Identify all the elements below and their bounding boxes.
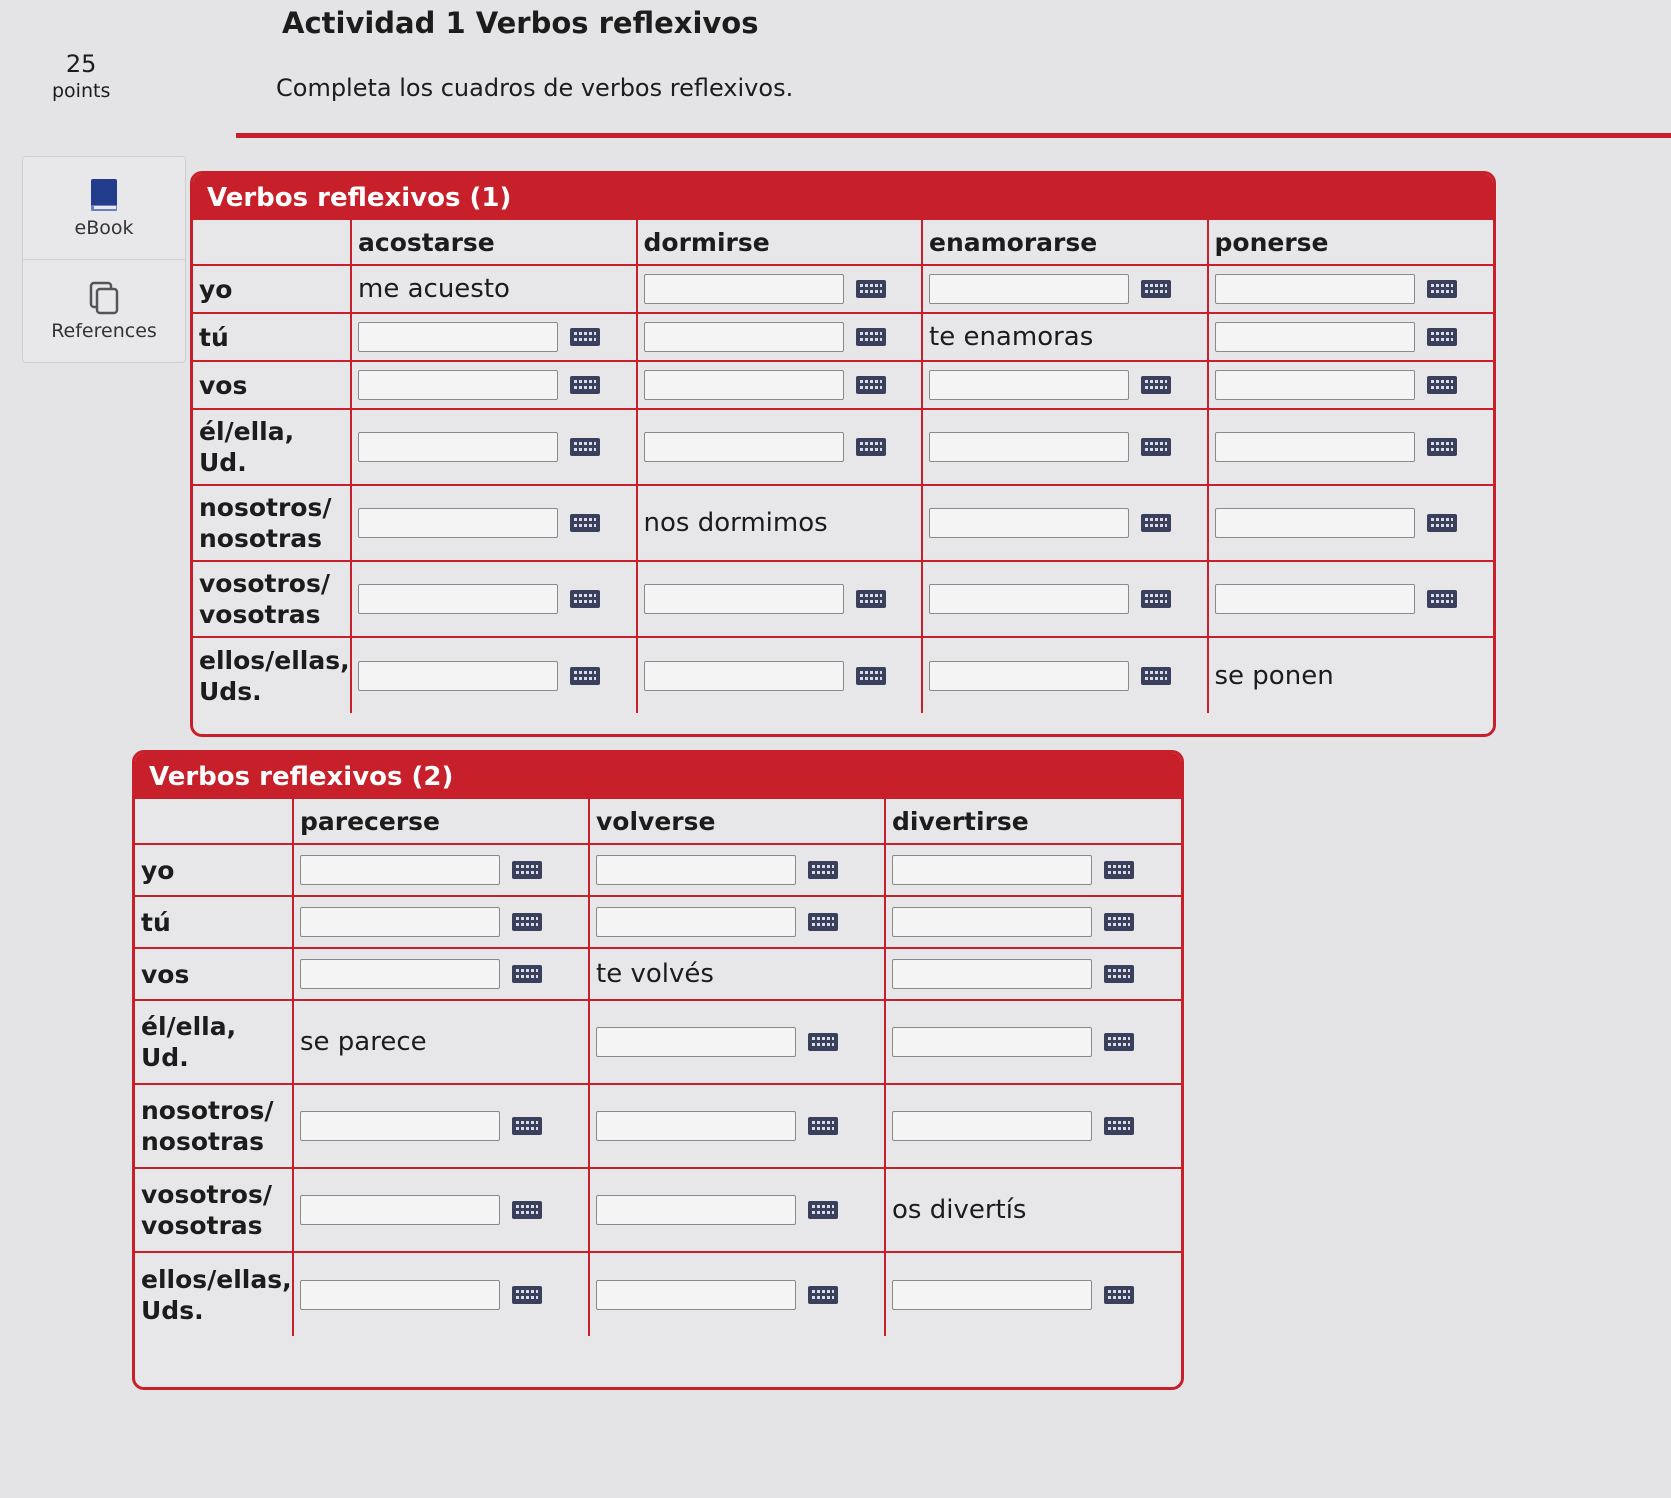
answer-cell — [922, 485, 1208, 561]
answer-wrapper — [929, 661, 1201, 691]
answer-wrapper — [644, 432, 916, 462]
conjugation-input[interactable] — [929, 370, 1129, 400]
conjugation-input[interactable] — [1215, 584, 1415, 614]
verb-header: ponerse — [1208, 220, 1494, 265]
person-row — [193, 265, 1493, 313]
conjugation-input[interactable] — [892, 959, 1092, 989]
person-row — [135, 844, 1181, 896]
conjugation-input[interactable] — [892, 855, 1092, 885]
answer-wrapper — [596, 1280, 878, 1310]
person-row — [135, 1168, 1181, 1252]
keyboard-icon[interactable] — [1104, 1117, 1134, 1135]
given-conjugation: se ponen — [1208, 637, 1494, 713]
answer-cell — [1208, 313, 1494, 361]
answer-cell — [922, 265, 1208, 313]
answer-wrapper — [892, 1111, 1175, 1141]
person-label: vos — [135, 948, 293, 1000]
keyboard-icon[interactable] — [512, 965, 542, 983]
conjugation-input[interactable] — [892, 907, 1092, 937]
points-value: 25 — [65, 50, 97, 78]
answer-cell — [1208, 485, 1494, 561]
answer-wrapper — [358, 584, 630, 614]
answer-cell — [637, 313, 923, 361]
references-label: References — [51, 320, 157, 342]
keyboard-icon[interactable] — [570, 514, 600, 532]
conjugation-input[interactable] — [300, 1111, 500, 1141]
conjugation-input[interactable] — [596, 907, 796, 937]
keyboard-icon[interactable] — [856, 438, 886, 456]
keyboard-icon[interactable] — [1427, 590, 1457, 608]
answer-cell — [1208, 561, 1494, 637]
conjugation-input[interactable] — [1215, 370, 1415, 400]
answer-cell — [1208, 409, 1494, 485]
keyboard-icon[interactable] — [512, 1286, 542, 1304]
person-label: nosotros/ nosotras — [135, 1084, 293, 1168]
keyboard-icon[interactable] — [1104, 965, 1134, 983]
person-row — [135, 1000, 1181, 1084]
answer-wrapper — [300, 907, 582, 937]
conjugation-input[interactable] — [644, 322, 844, 352]
person-row — [135, 948, 1181, 1000]
answer-wrapper — [358, 370, 630, 400]
keyboard-icon[interactable] — [512, 861, 542, 879]
conjugation-input[interactable] — [1215, 322, 1415, 352]
answer-cell — [351, 313, 637, 361]
answer-wrapper — [596, 1195, 878, 1225]
answer-cell — [885, 1084, 1181, 1168]
answer-cell — [637, 361, 923, 409]
person-row — [135, 1252, 1181, 1336]
conjugation-input[interactable] — [929, 274, 1129, 304]
person-row — [135, 1084, 1181, 1168]
activity-title: Actividad 1 Verbos reflexivos — [282, 6, 759, 40]
answer-wrapper — [300, 855, 582, 885]
keyboard-icon[interactable] — [1427, 438, 1457, 456]
answer-cell — [637, 265, 923, 313]
keyboard-icon[interactable] — [808, 1033, 838, 1051]
points-display — [52, 50, 110, 102]
instruction-text: Completa los cuadros de verbos reflexivos. — [276, 74, 794, 102]
keyboard-icon[interactable] — [1427, 280, 1457, 298]
keyboard-icon[interactable] — [808, 1286, 838, 1304]
given-conjugation: nos dormimos — [637, 485, 923, 561]
person-label: ellos/ellas, Uds. — [193, 637, 351, 713]
conjugation-input[interactable] — [1215, 274, 1415, 304]
conjugation-input[interactable] — [596, 1195, 796, 1225]
answer-wrapper — [892, 1027, 1175, 1057]
answer-cell — [922, 561, 1208, 637]
answer-wrapper — [596, 1027, 878, 1057]
person-row — [135, 896, 1181, 948]
answer-cell — [293, 948, 589, 1000]
conjugation-input[interactable] — [358, 508, 558, 538]
verb-header: enamorarse — [922, 220, 1208, 265]
conjugation-input[interactable] — [644, 274, 844, 304]
answer-wrapper — [644, 274, 916, 304]
person-row — [193, 637, 1493, 713]
person-label: yo — [135, 844, 293, 896]
answer-cell — [351, 485, 637, 561]
header-divider — [236, 133, 1671, 138]
answer-cell — [351, 361, 637, 409]
person-label: él/ella, Ud. — [193, 409, 351, 485]
answer-wrapper — [596, 907, 878, 937]
conjugation-input[interactable] — [300, 959, 500, 989]
table-2-header-row — [135, 799, 1181, 844]
person-row — [193, 409, 1493, 485]
answer-wrapper — [644, 584, 916, 614]
person-label: yo — [193, 265, 351, 313]
conjugation-input[interactable] — [644, 584, 844, 614]
conjugation-input[interactable] — [929, 661, 1129, 691]
keyboard-icon[interactable] — [1427, 376, 1457, 394]
conjugation-input[interactable] — [596, 1111, 796, 1141]
answer-cell — [589, 844, 885, 896]
answer-wrapper — [929, 584, 1201, 614]
answer-cell — [922, 637, 1208, 713]
keyboard-icon[interactable] — [856, 280, 886, 298]
conjugation-input[interactable] — [358, 370, 558, 400]
answer-cell — [922, 361, 1208, 409]
person-row — [193, 361, 1493, 409]
verb-header: dormirse — [637, 220, 923, 265]
answer-cell — [589, 1252, 885, 1336]
conjugation-input[interactable] — [358, 584, 558, 614]
conjugation-input[interactable] — [300, 855, 500, 885]
conjugation-input[interactable] — [596, 1027, 796, 1057]
conjugation-input[interactable] — [596, 1280, 796, 1310]
answer-cell — [293, 844, 589, 896]
verb-table-2 — [132, 750, 1184, 1390]
conjugation-input[interactable] — [892, 1280, 1092, 1310]
keyboard-icon[interactable] — [1104, 913, 1134, 931]
verb-header: parecerse — [293, 799, 589, 844]
keyboard-icon[interactable] — [512, 1117, 542, 1135]
answer-cell — [1208, 361, 1494, 409]
answer-wrapper — [644, 661, 916, 691]
conjugation-input[interactable] — [358, 432, 558, 462]
person-label: tú — [135, 896, 293, 948]
answer-wrapper — [358, 661, 630, 691]
answer-cell — [589, 896, 885, 948]
answer-cell — [885, 896, 1181, 948]
answer-wrapper — [300, 1195, 582, 1225]
resource-panel — [22, 156, 186, 363]
answer-cell — [589, 1000, 885, 1084]
answer-cell — [885, 948, 1181, 1000]
keyboard-icon[interactable] — [512, 1201, 542, 1219]
person-label: vosotros/ vosotras — [135, 1168, 293, 1252]
keyboard-icon[interactable] — [1141, 438, 1171, 456]
keyboard-icon[interactable] — [570, 438, 600, 456]
answer-cell — [589, 1168, 885, 1252]
keyboard-icon[interactable] — [570, 667, 600, 685]
person-label: ellos/ellas, Uds. — [135, 1252, 293, 1336]
answer-cell — [922, 409, 1208, 485]
verb-header: divertirse — [885, 799, 1181, 844]
table-2-body — [135, 844, 1181, 1336]
keyboard-icon[interactable] — [1141, 376, 1171, 394]
answer-cell — [589, 1084, 885, 1168]
given-conjugation: se parece — [293, 1000, 589, 1084]
person-row — [193, 313, 1493, 361]
answer-wrapper — [1215, 508, 1488, 538]
ebook-button[interactable] — [23, 157, 185, 259]
answer-cell — [293, 1168, 589, 1252]
answer-cell — [885, 1000, 1181, 1084]
conjugation-input[interactable] — [596, 855, 796, 885]
keyboard-icon[interactable] — [808, 1201, 838, 1219]
keyboard-icon[interactable] — [512, 913, 542, 931]
answer-wrapper — [892, 855, 1175, 885]
keyboard-icon[interactable] — [1104, 1286, 1134, 1304]
keyboard-icon[interactable] — [856, 376, 886, 394]
answer-wrapper — [1215, 274, 1488, 304]
answer-cell — [351, 561, 637, 637]
answer-wrapper — [1215, 584, 1488, 614]
keyboard-icon[interactable] — [808, 913, 838, 931]
keyboard-icon[interactable] — [570, 376, 600, 394]
answer-cell — [637, 409, 923, 485]
conjugation-input[interactable] — [892, 1111, 1092, 1141]
keyboard-icon[interactable] — [856, 590, 886, 608]
conjugation-input[interactable] — [358, 661, 558, 691]
conjugation-input[interactable] — [300, 907, 500, 937]
references-icon — [87, 280, 121, 316]
keyboard-icon[interactable] — [1141, 667, 1171, 685]
keyboard-icon[interactable] — [808, 861, 838, 879]
verb-header: acostarse — [351, 220, 637, 265]
answer-cell — [293, 1252, 589, 1336]
conjugation-input[interactable] — [929, 432, 1129, 462]
table-1-title: Verbos reflexivos (1) — [193, 174, 1493, 220]
book-icon — [87, 177, 121, 213]
conjugation-input[interactable] — [644, 370, 844, 400]
conjugation-input[interactable] — [1215, 508, 1415, 538]
verb-table-1 — [190, 171, 1496, 737]
answer-wrapper — [1215, 322, 1488, 352]
table-1-body — [193, 265, 1493, 713]
conjugation-input[interactable] — [929, 584, 1129, 614]
answer-cell — [637, 637, 923, 713]
answer-wrapper — [929, 508, 1201, 538]
answer-wrapper — [300, 1280, 582, 1310]
answer-wrapper — [929, 370, 1201, 400]
answer-wrapper — [644, 322, 916, 352]
answer-wrapper — [300, 1111, 582, 1141]
person-label: él/ella, Ud. — [135, 1000, 293, 1084]
given-conjugation: te enamoras — [922, 313, 1208, 361]
keyboard-icon[interactable] — [808, 1117, 838, 1135]
keyboard-icon[interactable] — [1427, 514, 1457, 532]
keyboard-icon[interactable] — [570, 328, 600, 346]
answer-cell — [885, 844, 1181, 896]
conjugation-input[interactable] — [300, 1195, 500, 1225]
conjugation-input[interactable] — [929, 508, 1129, 538]
conjugation-input[interactable] — [300, 1280, 500, 1310]
keyboard-icon[interactable] — [1104, 1033, 1134, 1051]
corner-cell — [135, 799, 293, 844]
answer-wrapper — [892, 907, 1175, 937]
keyboard-icon[interactable] — [856, 328, 886, 346]
answer-wrapper — [892, 1280, 1175, 1310]
answer-wrapper — [892, 959, 1175, 989]
keyboard-icon[interactable] — [1104, 861, 1134, 879]
corner-cell — [193, 220, 351, 265]
answer-wrapper — [1215, 432, 1488, 462]
verb-header: volverse — [589, 799, 885, 844]
answer-cell — [351, 637, 637, 713]
ebook-label: eBook — [74, 217, 134, 239]
keyboard-icon[interactable] — [1141, 280, 1171, 298]
table-2-title: Verbos reflexivos (2) — [135, 753, 1181, 799]
answer-wrapper — [300, 959, 582, 989]
keyboard-icon[interactable] — [570, 590, 600, 608]
given-conjugation: me acuesto — [351, 265, 637, 313]
person-label: tú — [193, 313, 351, 361]
answer-wrapper — [358, 322, 630, 352]
answer-wrapper — [1215, 370, 1488, 400]
answer-wrapper — [596, 1111, 878, 1141]
answer-cell — [351, 409, 637, 485]
answer-cell — [293, 1084, 589, 1168]
answer-wrapper — [358, 432, 630, 462]
answer-wrapper — [929, 274, 1201, 304]
person-label: vosotros/ vosotras — [193, 561, 351, 637]
answer-wrapper — [596, 855, 878, 885]
conjugation-input[interactable] — [892, 1027, 1092, 1057]
conjugation-input[interactable] — [1215, 432, 1415, 462]
answer-wrapper — [929, 432, 1201, 462]
keyboard-icon[interactable] — [1427, 328, 1457, 346]
keyboard-icon[interactable] — [1141, 514, 1171, 532]
points-label: points — [52, 80, 111, 102]
references-button[interactable] — [23, 259, 185, 362]
answer-cell — [637, 561, 923, 637]
table-1-header-row — [193, 220, 1493, 265]
keyboard-icon[interactable] — [856, 667, 886, 685]
person-label: vos — [193, 361, 351, 409]
conjugation-input[interactable] — [644, 432, 844, 462]
answer-cell — [885, 1252, 1181, 1336]
answer-wrapper — [358, 508, 630, 538]
person-row — [193, 561, 1493, 637]
conjugation-input[interactable] — [644, 661, 844, 691]
answer-cell — [1208, 265, 1494, 313]
answer-cell — [293, 896, 589, 948]
keyboard-icon[interactable] — [1141, 590, 1171, 608]
answer-wrapper — [644, 370, 916, 400]
person-row — [193, 485, 1493, 561]
given-conjugation: te volvés — [589, 948, 885, 1000]
given-conjugation: os divertís — [885, 1168, 1181, 1252]
person-label: nosotros/ nosotras — [193, 485, 351, 561]
conjugation-input[interactable] — [358, 322, 558, 352]
